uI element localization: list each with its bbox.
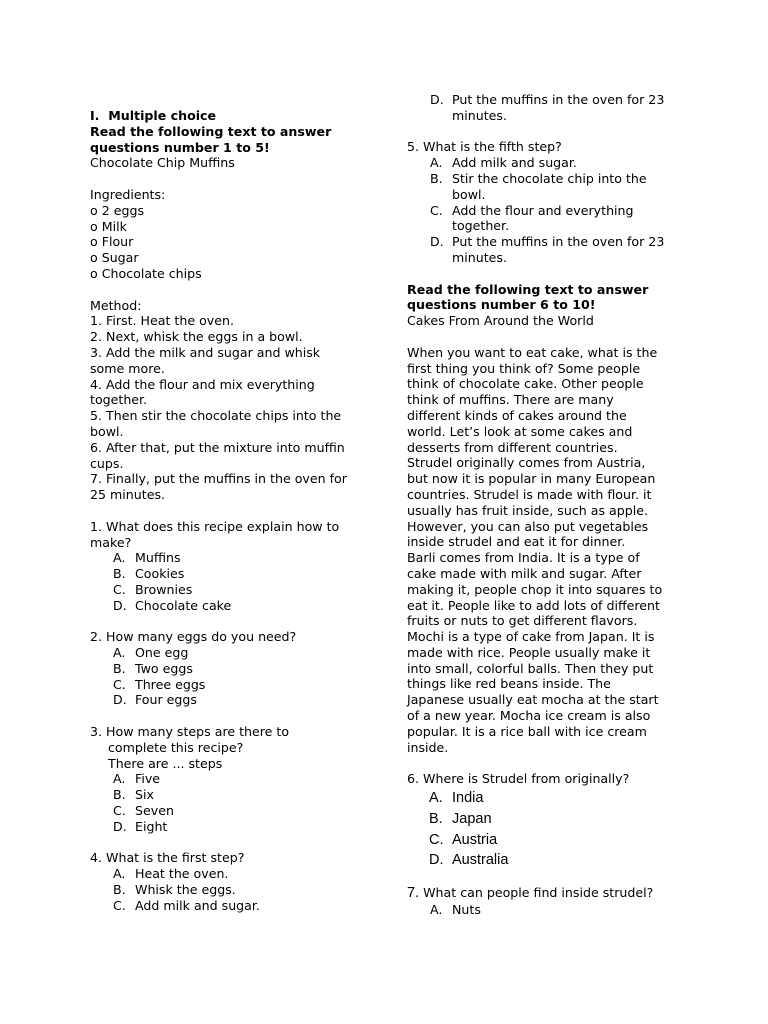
answer-option[interactable] <box>407 234 687 250</box>
option-text: Australia <box>452 852 509 869</box>
option-text: Add milk and sugar. <box>452 155 577 171</box>
option-letter: A. <box>113 771 126 787</box>
option-text: minutes. <box>452 107 507 123</box>
passage-line: made with rice. People usually make it <box>407 644 651 660</box>
option-letter: C. <box>113 897 126 913</box>
passage-line: countries. Strudel is made with flour. it <box>407 486 652 502</box>
answer-option[interactable] <box>90 598 365 614</box>
answer-option[interactable] <box>407 902 687 918</box>
answer-option[interactable] <box>407 203 687 219</box>
ingredients-heading: Ingredients: <box>90 186 166 202</box>
passage-line: Barli comes from India. It is a type of <box>407 550 640 566</box>
ingredient-item: o Milk <box>90 218 127 234</box>
option-letter: B. <box>113 787 126 803</box>
option-text: Put the muffins in the oven for 23 <box>452 234 665 250</box>
passage-line: of a new year. Mocha ice cream is also <box>407 708 651 724</box>
instruction-1-line-2: questions number 1 to 5! <box>90 139 270 155</box>
reading-passage <box>407 345 687 756</box>
answer-option-continuation <box>407 218 687 234</box>
answer-option[interactable] <box>407 850 687 871</box>
option-text: Four eggs <box>135 692 197 708</box>
option-letter: A. <box>113 866 126 882</box>
option-text: Eight <box>135 818 168 834</box>
option-text: Put the muffins in the oven for 23 <box>452 92 665 107</box>
option-text: Whisk the eggs. <box>135 882 236 898</box>
option-text: Muffins <box>135 550 181 566</box>
option-letter: A. <box>430 155 443 171</box>
option-letter: A. <box>113 645 126 661</box>
method-line: together. <box>90 392 148 408</box>
option-text: minutes. <box>452 249 507 265</box>
question-3 <box>90 724 365 835</box>
option-letter: D. <box>113 692 127 708</box>
method-line: some more. <box>90 360 165 376</box>
question-1 <box>90 519 365 614</box>
option-text: Stir the chocolate chip into the <box>452 170 647 186</box>
option-text: Brownies <box>135 581 193 597</box>
question-6 <box>407 771 687 871</box>
right-column <box>407 0 687 918</box>
option-letter: C. <box>430 202 443 218</box>
method-line: 2. Next, whisk the eggs in a bowl. <box>90 329 303 345</box>
passage-line: inside strudel and eat it for dinner. <box>407 534 626 550</box>
option-letter: B. <box>113 882 126 898</box>
question-text: 4. What is the first step? <box>90 850 245 866</box>
passage-line: Mochi is a type of cake from Japan. It is <box>407 629 655 645</box>
passage-line: different kinds of cakes around the <box>407 407 627 423</box>
answer-option[interactable] <box>90 882 365 898</box>
method-line: 25 minutes. <box>90 487 166 503</box>
passage-line: Japanese usually eat mocha at the start <box>407 692 659 708</box>
question-4 <box>90 850 365 913</box>
answer-option[interactable] <box>90 771 365 787</box>
option-letter: D. <box>430 234 444 250</box>
question-text: complete this recipe? <box>108 739 244 755</box>
option-text: Austria <box>452 831 498 848</box>
answer-option[interactable] <box>407 155 687 171</box>
passage-line: first thing you think of? Some people <box>407 360 641 376</box>
option-letter: C. <box>113 803 126 819</box>
option-letter: C. <box>113 581 126 597</box>
option-text: Add the flour and everything <box>452 202 634 218</box>
instruction-2-line-1: Read the following text to answer <box>407 281 649 297</box>
option-letter: D. <box>430 92 444 107</box>
question-text: 3. How many steps are there to <box>90 724 290 740</box>
answer-option[interactable] <box>90 787 365 803</box>
question-number: 7. <box>407 885 420 902</box>
option-text: Japan <box>452 810 492 827</box>
passage-title: Cakes From Around the World <box>407 313 594 329</box>
answer-option[interactable] <box>90 677 365 693</box>
option-text: Seven <box>135 803 174 819</box>
section-title: I. Multiple choice <box>90 108 217 123</box>
ingredient-item: o Flour <box>90 234 134 250</box>
option-letter: B. <box>430 170 443 186</box>
option-letter: D. <box>429 852 444 869</box>
method-line: 5. Then stir the chocolate chips into the <box>90 408 342 424</box>
instruction-1-line-1: Read the following text to answer <box>90 123 332 139</box>
passage-line: but now it is popular in many European <box>407 471 656 487</box>
question-text: There are ... steps <box>108 755 223 771</box>
answer-option[interactable] <box>90 566 365 582</box>
option-text: Five <box>135 771 161 787</box>
passage-line: think of chocolate cake. Other people <box>407 376 644 392</box>
option-text: Six <box>135 787 154 803</box>
passage-line: things like red beans inside. The <box>407 676 611 692</box>
question-stem: What can people find inside strudel? <box>423 885 654 901</box>
answer-option[interactable] <box>90 866 365 882</box>
passage-line: However, you can also put vegetables <box>407 518 649 534</box>
option-letter: D. <box>113 597 127 613</box>
question-2 <box>90 629 365 708</box>
option-text: Nuts <box>452 902 481 918</box>
option-letter: B. <box>113 566 126 582</box>
method-line: bowl. <box>90 423 124 439</box>
option-text: Two eggs <box>135 660 193 676</box>
left-column <box>90 0 365 914</box>
answer-option[interactable] <box>90 582 365 598</box>
option-letter: C. <box>429 831 444 848</box>
option-text: Cookies <box>135 566 185 582</box>
question-text: 6. Where is Strudel from originally? <box>407 771 630 787</box>
ingredient-item: o Sugar <box>90 250 139 266</box>
passage-line: fruits or nuts to get different flavors. <box>407 613 638 629</box>
answer-option-continuation <box>407 250 687 266</box>
ingredient-item: o Chocolate chips <box>90 265 202 281</box>
answer-option[interactable] <box>90 898 365 914</box>
answer-option[interactable] <box>407 830 687 851</box>
passage-line: think of muffins. There are many <box>407 392 614 408</box>
option-text: Add milk and sugar. <box>135 897 260 913</box>
passage-line: cake made with milk and sugar. After <box>407 565 642 581</box>
answer-option[interactable] <box>407 809 687 830</box>
answer-option[interactable] <box>90 819 365 835</box>
method-line: 3. Add the milk and sugar and whisk <box>90 344 321 360</box>
answer-option[interactable] <box>90 661 365 677</box>
ingredient-item: o 2 eggs <box>90 202 145 218</box>
passage-line: making it, people chop it into squares to <box>407 581 663 597</box>
passage-line: usually has fruit inside, such as apple. <box>407 502 648 518</box>
question-text: 5. What is the fifth step? <box>407 139 562 155</box>
option-text: together. <box>452 218 510 234</box>
question-text: make? <box>90 534 132 550</box>
option-letter: A. <box>429 790 443 807</box>
passage-line: eat it. People like to add lots of different <box>407 597 660 613</box>
method-line: 1. First. Heat the oven. <box>90 313 234 329</box>
ingredients-list <box>90 203 365 282</box>
passage-line: desserts from different countries. <box>407 439 618 455</box>
question-text: 1. What does this recipe explain how to <box>90 518 340 534</box>
question-4-continued <box>407 92 687 124</box>
answer-option[interactable] <box>90 645 365 661</box>
answer-option-continuation <box>407 108 687 124</box>
passage-line: When you want to eat cake, what is the <box>407 344 658 360</box>
answer-option[interactable] <box>407 92 687 108</box>
recipe-title: Chocolate Chip Muffins <box>90 155 235 171</box>
passage-line: popular. It is a rice ball with ice cream <box>407 723 647 739</box>
answer-option-continuation <box>407 187 687 203</box>
answer-option[interactable] <box>407 171 687 187</box>
method-line: 6. After that, put the mixture into muffin <box>90 439 345 455</box>
method-heading: Method: <box>90 297 142 313</box>
method-line: cups. <box>90 455 124 471</box>
option-text: Three eggs <box>135 676 206 692</box>
passage-line: inside. <box>407 739 449 755</box>
question-text: 2. How many eggs do you need? <box>90 629 297 645</box>
question-text <box>407 885 687 902</box>
option-text: Heat the oven. <box>135 866 229 882</box>
method-list <box>90 313 365 503</box>
option-letter: B. <box>429 810 443 827</box>
method-line: 4. Add the flour and mix everything <box>90 376 315 392</box>
method-line: 7. Finally, put the muffins in the oven for <box>90 471 347 487</box>
passage-line: world. Let’s look at some cakes and <box>407 423 633 439</box>
question-5 <box>407 139 687 265</box>
option-text: India <box>452 790 484 807</box>
instruction-2-line-2: questions number 6 to 10! <box>407 297 596 313</box>
option-text: bowl. <box>452 186 486 202</box>
option-letter: C. <box>113 676 126 692</box>
option-text: Chocolate cake <box>135 597 232 613</box>
option-text: One egg <box>135 645 189 661</box>
option-letter: A. <box>113 550 126 566</box>
option-letter: A. <box>430 902 443 918</box>
passage-line: into small, colorful balls. Then they put <box>407 660 654 676</box>
answer-option[interactable] <box>90 692 365 708</box>
passage-line: Strudel originally comes from Austria, <box>407 455 646 471</box>
option-letter: D. <box>113 818 127 834</box>
answer-option[interactable] <box>407 788 687 809</box>
option-letter: B. <box>113 660 126 676</box>
answer-option[interactable] <box>90 550 365 566</box>
answer-option[interactable] <box>90 803 365 819</box>
question-7 <box>407 885 687 918</box>
